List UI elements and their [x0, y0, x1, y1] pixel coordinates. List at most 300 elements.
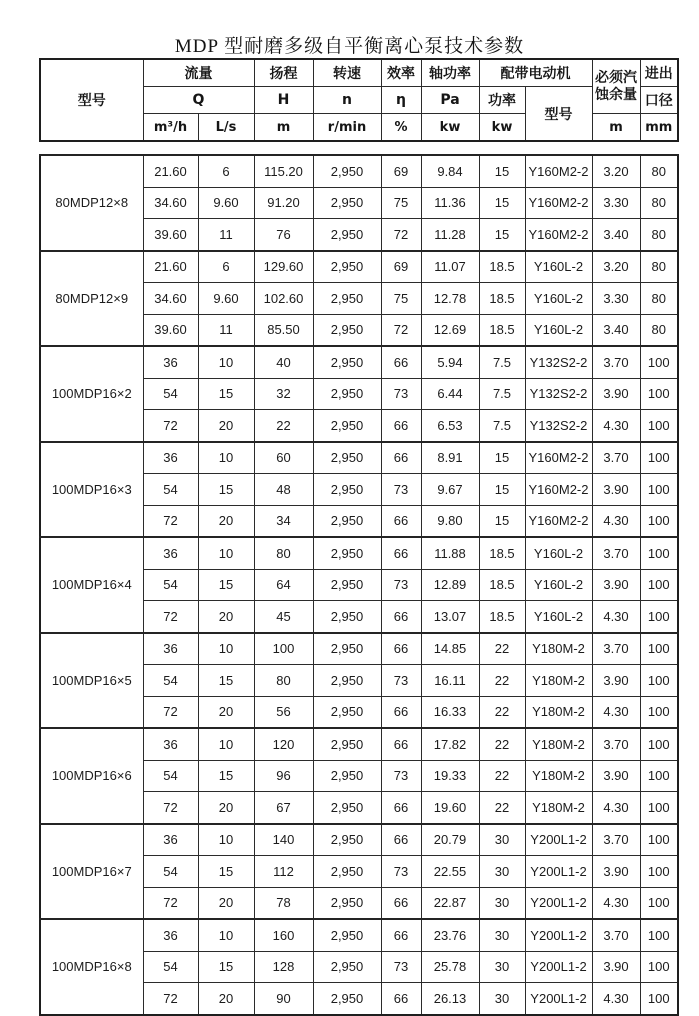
diameter-cell: 80 [640, 251, 678, 283]
diameter-cell: 100 [640, 887, 678, 919]
motor-model-cell: Y160L-2 [525, 283, 592, 315]
motor-model-cell: Y180M-2 [525, 760, 592, 792]
diameter-cell: 100 [640, 792, 678, 824]
diameter-cell: 100 [640, 346, 678, 378]
motor-power-cell: 15 [479, 474, 525, 506]
motor-model-cell: Y160M2-2 [525, 505, 592, 537]
flow-m3h-cell: 36 [143, 919, 198, 951]
efficiency-cell: 66 [381, 792, 421, 824]
shaft-power-cell: 6.44 [421, 378, 479, 410]
efficiency-cell: 66 [381, 824, 421, 856]
efficiency-cell: 66 [381, 537, 421, 569]
motor-power-cell: 15 [479, 155, 525, 187]
flow-ls-cell: 15 [198, 378, 254, 410]
motor-power-cell: 18.5 [479, 601, 525, 633]
head-cell: 45 [254, 601, 313, 633]
shaft-power-cell: 16.33 [421, 696, 479, 728]
flow-ls-cell: 9.60 [198, 187, 254, 219]
flow-ls-cell: 11 [198, 314, 254, 346]
flow-m3h-cell: 54 [143, 856, 198, 888]
efficiency-cell: 72 [381, 314, 421, 346]
motor-model-cell: Y200L1-2 [525, 856, 592, 888]
motor-power-cell: 18.5 [479, 569, 525, 601]
pump-model-cell: 100MDP16×3 [40, 442, 143, 538]
flow-ls-cell: 15 [198, 951, 254, 983]
speed-cell: 2,950 [313, 919, 381, 951]
npsh-cell: 3.70 [592, 537, 640, 569]
efficiency-cell: 73 [381, 856, 421, 888]
shaft-power-cell: 11.88 [421, 537, 479, 569]
head-cell: 120 [254, 728, 313, 760]
shaft-power-cell: 23.76 [421, 919, 479, 951]
head-cell: 64 [254, 569, 313, 601]
motor-model-cell: Y132S2-2 [525, 346, 592, 378]
head-cell: 48 [254, 474, 313, 506]
diameter-cell: 100 [640, 569, 678, 601]
efficiency-cell: 66 [381, 505, 421, 537]
speed-cell: 2,950 [313, 760, 381, 792]
flow-ls-cell: 10 [198, 442, 254, 474]
motor-model-cell: Y200L1-2 [525, 887, 592, 919]
pump-model-cell: 100MDP16×8 [40, 919, 143, 1015]
speed-cell: 2,950 [313, 951, 381, 983]
speed-cell: 2,950 [313, 887, 381, 919]
head-cell: 56 [254, 696, 313, 728]
diameter-cell: 100 [640, 856, 678, 888]
diameter-cell: 80 [640, 314, 678, 346]
header-efficiency-symbol: η [381, 87, 421, 114]
flow-m3h-cell: 39.60 [143, 219, 198, 251]
header-speed-symbol: n [313, 87, 381, 114]
npsh-cell: 3.90 [592, 760, 640, 792]
npsh-cell: 3.20 [592, 251, 640, 283]
header-flow-symbol: Q [143, 87, 254, 114]
header-npsh-line1: 必须汽 [595, 69, 637, 86]
efficiency-cell: 75 [381, 283, 421, 315]
page-title: MDP 型耐磨多级自平衡离心泵技术参数 [174, 36, 525, 57]
speed-cell: 2,950 [313, 187, 381, 219]
efficiency-cell: 66 [381, 442, 421, 474]
efficiency-cell: 73 [381, 474, 421, 506]
motor-model-cell: Y200L1-2 [525, 824, 592, 856]
shaft-power-cell: 9.84 [421, 155, 479, 187]
npsh-cell: 3.90 [592, 474, 640, 506]
npsh-cell: 3.70 [592, 728, 640, 760]
efficiency-cell: 66 [381, 728, 421, 760]
table-row [40, 442, 678, 474]
npsh-cell: 3.20 [592, 155, 640, 187]
pump-model-cell: 100MDP16×7 [40, 824, 143, 920]
pump-model-cell: 100MDP16×2 [40, 346, 143, 442]
flow-ls-cell: 9.60 [198, 283, 254, 315]
efficiency-cell: 66 [381, 887, 421, 919]
head-cell: 115.20 [254, 155, 313, 187]
flow-ls-cell: 20 [198, 410, 254, 442]
pump-model-cell: 100MDP16×6 [40, 728, 143, 824]
speed-cell: 2,950 [313, 983, 381, 1015]
motor-model-cell: Y160L-2 [525, 314, 592, 346]
shaft-power-cell: 9.80 [421, 505, 479, 537]
head-cell: 102.60 [254, 283, 313, 315]
pump-model-cell: 100MDP16×4 [40, 537, 143, 633]
motor-model-cell: Y160M2-2 [525, 219, 592, 251]
flow-ls-cell: 6 [198, 155, 254, 187]
head-cell: 128 [254, 951, 313, 983]
npsh-cell: 3.70 [592, 633, 640, 665]
motor-model-cell: Y180M-2 [525, 633, 592, 665]
flow-ls-cell: 20 [198, 601, 254, 633]
speed-cell: 2,950 [313, 251, 381, 283]
shaft-power-cell: 13.07 [421, 601, 479, 633]
flow-m3h-cell: 54 [143, 665, 198, 697]
flow-m3h-cell: 34.60 [143, 187, 198, 219]
flow-m3h-cell: 36 [143, 633, 198, 665]
header-shaft-power-symbol: Pa [421, 87, 479, 114]
speed-cell: 2,950 [313, 537, 381, 569]
flow-m3h-cell: 36 [143, 346, 198, 378]
pump-model-cell: 80MDP12×8 [40, 155, 143, 251]
flow-ls-cell: 15 [198, 760, 254, 792]
head-cell: 160 [254, 919, 313, 951]
flow-ls-cell: 10 [198, 346, 254, 378]
motor-power-cell: 18.5 [479, 283, 525, 315]
diameter-cell: 100 [640, 442, 678, 474]
speed-cell: 2,950 [313, 696, 381, 728]
speed-cell: 2,950 [313, 856, 381, 888]
shaft-power-cell: 11.28 [421, 219, 479, 251]
shaft-power-cell: 8.91 [421, 442, 479, 474]
speed-cell: 2,950 [313, 442, 381, 474]
npsh-cell: 3.90 [592, 569, 640, 601]
header-head-unit: m [254, 114, 313, 142]
flow-m3h-cell: 72 [143, 696, 198, 728]
efficiency-cell: 66 [381, 601, 421, 633]
head-cell: 22 [254, 410, 313, 442]
shaft-power-cell: 14.85 [421, 633, 479, 665]
flow-ls-cell: 10 [198, 633, 254, 665]
npsh-cell: 3.30 [592, 283, 640, 315]
npsh-cell: 4.30 [592, 410, 640, 442]
diameter-cell: 100 [640, 505, 678, 537]
flow-ls-cell: 10 [198, 537, 254, 569]
header-speed: 转速 [313, 59, 381, 87]
speed-cell: 2,950 [313, 410, 381, 442]
motor-power-cell: 7.5 [479, 410, 525, 442]
motor-power-cell: 22 [479, 760, 525, 792]
motor-model-cell: Y160M2-2 [525, 187, 592, 219]
flow-m3h-cell: 72 [143, 792, 198, 824]
motor-model-cell: Y160M2-2 [525, 474, 592, 506]
flow-ls-cell: 20 [198, 887, 254, 919]
flow-ls-cell: 20 [198, 792, 254, 824]
motor-power-cell: 30 [479, 919, 525, 951]
motor-power-cell: 7.5 [479, 378, 525, 410]
efficiency-cell: 73 [381, 760, 421, 792]
flow-ls-cell: 10 [198, 728, 254, 760]
header-motor: 配带电动机 [479, 59, 592, 87]
header-speed-unit: r/min [313, 114, 381, 142]
header-flow-unit-ls: L/s [198, 114, 254, 142]
head-cell: 32 [254, 378, 313, 410]
flow-ls-cell: 15 [198, 856, 254, 888]
head-cell: 85.50 [254, 314, 313, 346]
pump-model-cell: 100MDP16×5 [40, 633, 143, 729]
table-row [40, 537, 678, 569]
efficiency-cell: 73 [381, 665, 421, 697]
motor-power-cell: 15 [479, 505, 525, 537]
diameter-cell: 80 [640, 219, 678, 251]
npsh-cell: 4.30 [592, 601, 640, 633]
table-row [40, 633, 678, 665]
head-cell: 90 [254, 983, 313, 1015]
diameter-cell: 100 [640, 378, 678, 410]
head-cell: 80 [254, 665, 313, 697]
shaft-power-cell: 11.36 [421, 187, 479, 219]
shaft-power-cell: 17.82 [421, 728, 479, 760]
speed-cell: 2,950 [313, 283, 381, 315]
flow-ls-cell: 15 [198, 569, 254, 601]
motor-model-cell: Y180M-2 [525, 665, 592, 697]
motor-power-cell: 7.5 [479, 346, 525, 378]
flow-ls-cell: 20 [198, 696, 254, 728]
npsh-cell: 3.70 [592, 824, 640, 856]
speed-cell: 2,950 [313, 474, 381, 506]
speed-cell: 2,950 [313, 155, 381, 187]
npsh-cell: 3.90 [592, 665, 640, 697]
pump-table-header [39, 58, 679, 142]
efficiency-cell: 66 [381, 633, 421, 665]
diameter-cell: 100 [640, 983, 678, 1015]
efficiency-cell: 66 [381, 919, 421, 951]
motor-model-cell: Y180M-2 [525, 792, 592, 824]
flow-ls-cell: 20 [198, 983, 254, 1015]
table-row [40, 251, 678, 283]
speed-cell: 2,950 [313, 665, 381, 697]
motor-model-cell: Y132S2-2 [525, 378, 592, 410]
header-motor-model: 型号 [525, 87, 592, 142]
npsh-cell: 3.90 [592, 378, 640, 410]
header-diameter-line1: 进出 [640, 59, 678, 87]
diameter-cell: 100 [640, 919, 678, 951]
header-motor-power-unit: kw [479, 114, 525, 142]
header-efficiency: 效率 [381, 59, 421, 87]
head-cell: 91.20 [254, 187, 313, 219]
motor-model-cell: Y160M2-2 [525, 442, 592, 474]
npsh-cell: 3.70 [592, 919, 640, 951]
diameter-cell: 100 [640, 951, 678, 983]
speed-cell: 2,950 [313, 505, 381, 537]
pump-model-cell: 80MDP12×9 [40, 251, 143, 347]
npsh-cell: 3.70 [592, 442, 640, 474]
motor-model-cell: Y200L1-2 [525, 951, 592, 983]
motor-power-cell: 15 [479, 187, 525, 219]
npsh-cell: 4.30 [592, 887, 640, 919]
header-motor-power: 功率 [479, 87, 525, 114]
motor-power-cell: 30 [479, 983, 525, 1015]
motor-power-cell: 15 [479, 442, 525, 474]
table-row [40, 155, 678, 187]
flow-ls-cell: 15 [198, 665, 254, 697]
diameter-cell: 100 [640, 601, 678, 633]
shaft-power-cell: 12.89 [421, 569, 479, 601]
header-head: 扬程 [254, 59, 313, 87]
npsh-cell: 4.30 [592, 505, 640, 537]
header-efficiency-unit: % [381, 114, 421, 142]
flow-m3h-cell: 54 [143, 474, 198, 506]
flow-m3h-cell: 72 [143, 410, 198, 442]
diameter-cell: 100 [640, 474, 678, 506]
motor-power-cell: 18.5 [479, 537, 525, 569]
npsh-cell: 4.30 [592, 983, 640, 1015]
speed-cell: 2,950 [313, 601, 381, 633]
motor-power-cell: 22 [479, 665, 525, 697]
shaft-power-cell: 11.07 [421, 251, 479, 283]
flow-m3h-cell: 36 [143, 728, 198, 760]
npsh-cell: 3.90 [592, 951, 640, 983]
flow-m3h-cell: 54 [143, 760, 198, 792]
head-cell: 80 [254, 537, 313, 569]
pump-table-rows [40, 155, 678, 1015]
shaft-power-cell: 16.11 [421, 665, 479, 697]
speed-cell: 2,950 [313, 219, 381, 251]
flow-ls-cell: 11 [198, 219, 254, 251]
speed-cell: 2,950 [313, 346, 381, 378]
speed-cell: 2,950 [313, 792, 381, 824]
shaft-power-cell: 19.33 [421, 760, 479, 792]
flow-m3h-cell: 54 [143, 951, 198, 983]
diameter-cell: 100 [640, 633, 678, 665]
table-row [40, 346, 678, 378]
motor-model-cell: Y180M-2 [525, 696, 592, 728]
speed-cell: 2,950 [313, 569, 381, 601]
speed-cell: 2,950 [313, 728, 381, 760]
shaft-power-cell: 25.78 [421, 951, 479, 983]
diameter-cell: 100 [640, 824, 678, 856]
speed-cell: 2,950 [313, 378, 381, 410]
flow-m3h-cell: 36 [143, 442, 198, 474]
motor-power-cell: 22 [479, 696, 525, 728]
motor-power-cell: 30 [479, 856, 525, 888]
flow-m3h-cell: 72 [143, 505, 198, 537]
flow-m3h-cell: 72 [143, 887, 198, 919]
table-row [40, 919, 678, 951]
shaft-power-cell: 22.55 [421, 856, 479, 888]
npsh-cell: 3.70 [592, 346, 640, 378]
npsh-cell: 4.30 [592, 696, 640, 728]
motor-power-cell: 30 [479, 951, 525, 983]
flow-m3h-cell: 36 [143, 537, 198, 569]
header-npsh-unit: m [592, 114, 640, 142]
head-cell: 100 [254, 633, 313, 665]
motor-power-cell: 30 [479, 824, 525, 856]
diameter-cell: 100 [640, 760, 678, 792]
flow-m3h-cell: 54 [143, 569, 198, 601]
flow-ls-cell: 15 [198, 474, 254, 506]
shaft-power-cell: 20.79 [421, 824, 479, 856]
flow-ls-cell: 20 [198, 505, 254, 537]
efficiency-cell: 72 [381, 219, 421, 251]
motor-power-cell: 22 [479, 728, 525, 760]
efficiency-cell: 66 [381, 346, 421, 378]
header-flow: 流量 [143, 59, 254, 87]
motor-power-cell: 22 [479, 633, 525, 665]
flow-m3h-cell: 21.60 [143, 251, 198, 283]
diameter-cell: 100 [640, 728, 678, 760]
head-cell: 34 [254, 505, 313, 537]
header-npsh [592, 59, 640, 114]
header-npsh-line2: 蚀余量 [595, 86, 637, 103]
head-cell: 78 [254, 887, 313, 919]
motor-model-cell: Y160L-2 [525, 601, 592, 633]
flow-m3h-cell: 54 [143, 378, 198, 410]
efficiency-cell: 66 [381, 983, 421, 1015]
flow-m3h-cell: 72 [143, 601, 198, 633]
head-cell: 140 [254, 824, 313, 856]
npsh-cell: 3.40 [592, 314, 640, 346]
motor-model-cell: Y132S2-2 [525, 410, 592, 442]
diameter-cell: 100 [640, 410, 678, 442]
head-cell: 40 [254, 346, 313, 378]
shaft-power-cell: 5.94 [421, 346, 479, 378]
table-row [40, 728, 678, 760]
flow-ls-cell: 10 [198, 919, 254, 951]
speed-cell: 2,950 [313, 314, 381, 346]
speed-cell: 2,950 [313, 824, 381, 856]
efficiency-cell: 73 [381, 378, 421, 410]
motor-model-cell: Y180M-2 [525, 728, 592, 760]
shaft-power-cell: 19.60 [421, 792, 479, 824]
table-row [40, 824, 678, 856]
npsh-cell: 3.90 [592, 856, 640, 888]
diameter-cell: 80 [640, 155, 678, 187]
shaft-power-cell: 6.53 [421, 410, 479, 442]
diameter-cell: 100 [640, 696, 678, 728]
header-shaft-power: 轴功率 [421, 59, 479, 87]
motor-model-cell: Y160L-2 [525, 569, 592, 601]
motor-model-cell: Y160M2-2 [525, 155, 592, 187]
flow-m3h-cell: 72 [143, 983, 198, 1015]
flow-m3h-cell: 21.60 [143, 155, 198, 187]
head-cell: 67 [254, 792, 313, 824]
header-head-symbol: H [254, 87, 313, 114]
motor-model-cell: Y200L1-2 [525, 919, 592, 951]
shaft-power-cell: 26.13 [421, 983, 479, 1015]
npsh-cell: 4.30 [592, 792, 640, 824]
head-cell: 112 [254, 856, 313, 888]
header-diameter-line2: 口径 [640, 87, 678, 114]
motor-power-cell: 15 [479, 219, 525, 251]
npsh-cell: 3.40 [592, 219, 640, 251]
flow-m3h-cell: 34.60 [143, 283, 198, 315]
header-shaft-power-unit: kw [421, 114, 479, 142]
efficiency-cell: 66 [381, 410, 421, 442]
shaft-power-cell: 9.67 [421, 474, 479, 506]
efficiency-cell: 73 [381, 569, 421, 601]
efficiency-cell: 69 [381, 155, 421, 187]
motor-power-cell: 30 [479, 887, 525, 919]
motor-model-cell: Y160L-2 [525, 537, 592, 569]
motor-power-cell: 18.5 [479, 314, 525, 346]
head-cell: 96 [254, 760, 313, 792]
header-flow-unit-m3h: m³/h [143, 114, 198, 142]
motor-power-cell: 22 [479, 792, 525, 824]
flow-ls-cell: 6 [198, 251, 254, 283]
motor-model-cell: Y160L-2 [525, 251, 592, 283]
shaft-power-cell: 12.78 [421, 283, 479, 315]
npsh-cell: 3.30 [592, 187, 640, 219]
header-diameter-unit: mm [640, 114, 678, 142]
head-cell: 76 [254, 219, 313, 251]
